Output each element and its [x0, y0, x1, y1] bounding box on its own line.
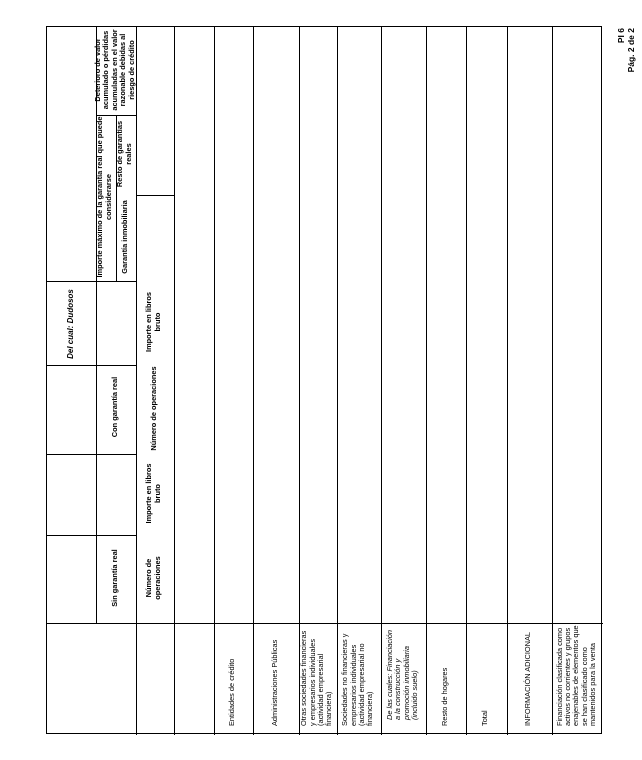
row-label-financiacion-mantenidos-venta: Financiación clasificada como activos no corrientes y grupos enajenables de elementos que se han clasificado como mantenidos para la venta [554, 625, 597, 726]
form-code: PI 6 [616, 28, 626, 44]
row-label-otras-sociedades-financieras: Otras sociedades financieras y empresarios individuales (actividad empresarial financiera) [299, 630, 334, 726]
header-con-garantia: Con garantía real [109, 376, 119, 438]
row-label-informacion-adicional: INFORMACIÓN ADICIONAL [523, 631, 533, 726]
header-garantia-inmobiliaria: Garantía inmobiliaria [119, 200, 129, 274]
page-number: Pág. 2 de 2 [626, 28, 636, 73]
header-con-importe-libros: Importe en libros bruto [144, 292, 162, 352]
page-identifier [616, 28, 636, 74]
row-label-entidades-credito: Entidades de crédito [227, 658, 237, 726]
row-label-resto-hogares: Resto de hogares [439, 667, 449, 726]
header-deterioro-valor: Deterioro de valor acumulado o pérdidas acumuladas en el valor razonable debidas al riesgo de crédito [92, 29, 136, 111]
header-sin-numero-operaciones: Número de operaciones [144, 556, 162, 600]
row-label-sociedades-no-financieras: Sociedades no financieras y empresarios individuales (actividad empresarial no financiera) [340, 633, 375, 726]
header-resto-garantias: Resto de garantías reales [115, 120, 133, 188]
rotated-form-table [46, 26, 602, 734]
row-label-total: Total [480, 710, 490, 726]
row-label-construccion-promocion: De las cuales: Financiación a la construcción y promoción inmobiliaria (incluido suelo) [384, 630, 419, 720]
header-sin-importe-libros: Importe en libros bruto [144, 463, 162, 524]
row-label-administraciones-publicas: Administraciones Públicas [269, 639, 279, 726]
header-importe-maximo-garantia: Importe máximo de la garantía real que puede considerarse [95, 116, 113, 278]
header-con-numero-operaciones: Número de operaciones [148, 366, 158, 451]
header-del-cual-dudosos: Del cual: Dudosos [66, 289, 75, 359]
header-sin-garantia: Sin garantía real [109, 549, 119, 607]
